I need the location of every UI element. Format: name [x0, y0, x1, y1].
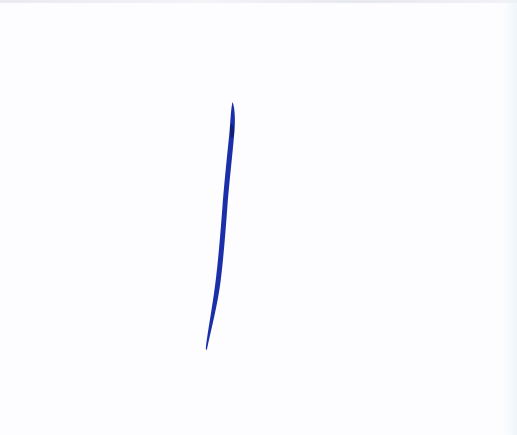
pen-stroke: [206, 102, 235, 350]
